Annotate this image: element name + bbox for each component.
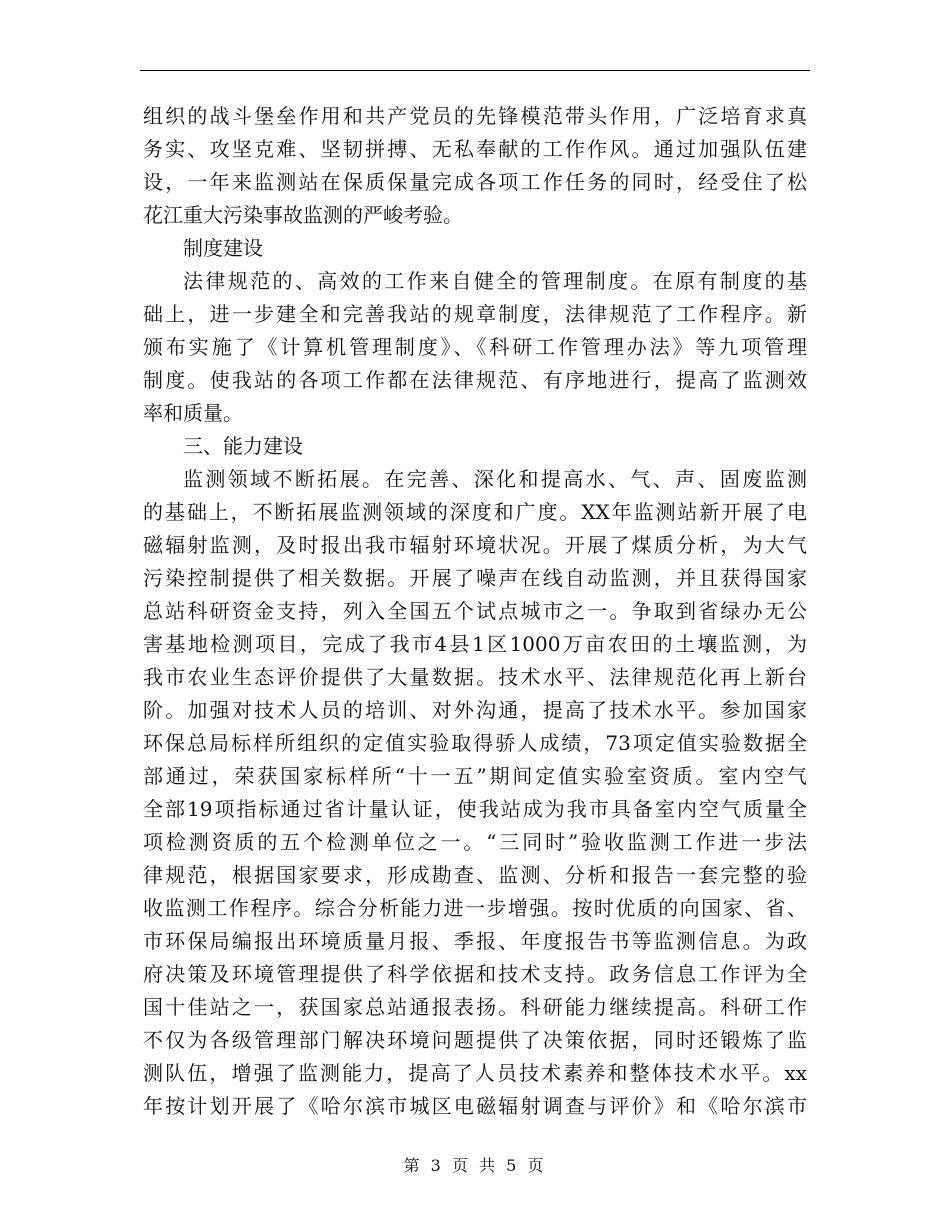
text-line: 律规范，根据国家要求，形成勘查、监测、分析和报告一套完整的验 [143,863,807,887]
text-line: 务实、攻坚克难、坚韧拼搏、无私奉献的工作作风。通过加强队伍建 [143,137,807,161]
text-line: 市环保局编报出环境质量月报、季报、年度报告书等监测信息。为政 [143,929,807,953]
text-line: 组织的战斗堡垒作用和共产党员的先锋模范带头作用，广泛培育求真 [143,104,807,128]
page-number: 第 3 页 共 5 页 [403,1156,547,1175]
text-line: 害基地检测项目，完成了我市4县1区1000万亩农田的土壤监测，为 [143,632,807,656]
text-line: 设，一年来监测站在保质保量完成各项工作任务的同时，经受住了松 [143,170,807,194]
text-line: 监测领域不断拓展。在完善、深化和提高水、气、声、固废监测 [183,467,807,491]
text-line: 制度。使我站的各项工作都在法律规范、有序地进行，提高了监测效 [143,368,807,392]
text-line: 磁辐射监测，及时报出我市辐射环境状况。开展了煤质分析，为大气 [143,533,807,557]
text-line: 国十佳站之一，获国家总站通报表扬。科研能力继续提高。科研工作 [143,995,807,1019]
text-line: 颁布实施了《计算机管理制度》、《科研工作管理办法》等九项管理 [143,335,807,359]
text-line: 制度建设 [183,236,263,260]
text-line: 础上，进一步建全和完善我站的规章制度，法律规范了工作程序。新 [143,302,807,326]
text-line: 三、能力建设 [183,434,303,458]
document-body [143,100,807,1123]
text-line: 不仅为各级管理部门解决环境问题提供了决策依据，同时还锻炼了监 [143,1028,807,1052]
text-line: 污染控制提供了相关数据。开展了噪声在线自动监测，并且获得国家 [143,566,807,590]
text-line: 总站科研资金支持，列入全国五个试点城市之一。争取到省绿办无公 [143,599,807,623]
text-line: 阶。加强对技术人员的培训、对外沟通，提高了技术水平。参加国家 [143,698,807,722]
text-line: 我市农业生态评价提供了大量数据。技术水平、法律规范化再上新台 [143,665,807,689]
text-line: 法律规范的、高效的工作来自健全的管理制度。在原有制度的基 [183,269,807,293]
text-line: 花江重大污染事故监测的严峻考验。 [143,203,463,227]
text-line: 部通过，荣获国家标样所“十一五”期间定值实验室资质。室内空气 [143,764,807,788]
text-line: 的基础上，不断拓展监测领域的深度和广度。XX年监测站新开展了电 [143,500,807,524]
header-rule [140,70,810,71]
text-line: 全部19项指标通过省计量认证，使我站成为我市具备室内空气质量全 [143,797,807,821]
text-line: 率和质量。 [143,401,243,425]
text-line: 府决策及环境管理提供了科学依据和技术支持。政务信息工作评为全 [143,962,807,986]
text-line: 环保总局标样所组织的定值实验取得骄人成绩，73项定值实验数据全 [143,731,807,755]
text-line: 测队伍，增强了监测能力，提高了人员技术素养和整体技术水平。xx [143,1061,807,1085]
text-line: 收监测工作程序。综合分析能力进一步增强。按时优质的向国家、省、 [143,896,807,920]
text-line: 项检测资质的五个检测单位之一。“三同时”验收监测工作进一步法 [143,830,807,854]
text-line: 年按计划开展了《哈尔滨市城区电磁辐射调查与评价》和《哈尔滨市 [143,1094,807,1118]
